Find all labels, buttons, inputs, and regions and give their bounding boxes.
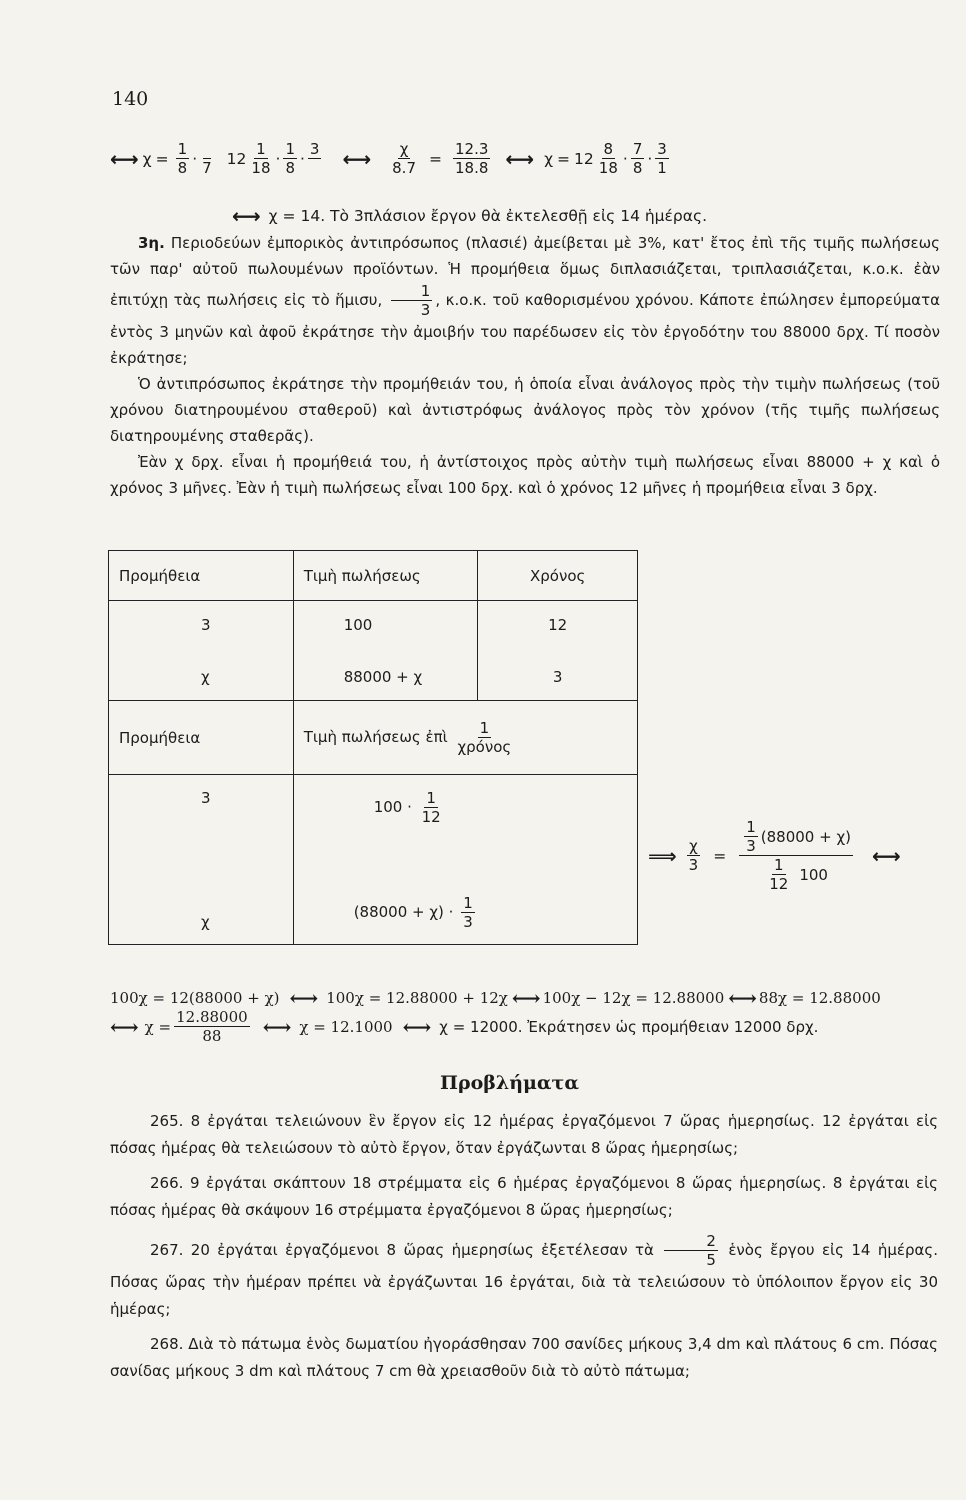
table-header-commission: Προμήθεια	[109, 551, 294, 601]
end-variable: χ	[544, 149, 554, 168]
iff-arrow-icon: ⟷	[232, 204, 259, 228]
fraction: $\frac{2}{5}$	[664, 1232, 718, 1269]
fraction: $\frac{3}{1}$	[657, 140, 667, 177]
table-cell: 100 · $\frac{1}{12}$ (88000 + χ) · $\frac{1}{3}$	[293, 775, 637, 945]
iff-arrow-icon: ⟷	[110, 1014, 137, 1039]
example-paragraph-1: 3η. Περιοδεύων ἐμπορικὸς ἀντιπρόσωπος (πλασιέ) ἀμείβεται μὲ 3%, κατ' ἔτος ἐπὶ τῆς τιμῆς πωλήσεως τῶν παρ' αὐτοῦ πωλουμένων προϊόντων. Ἡ προμήθεια ὅμως διπλασιάζεται, τριπλασιάζεται, κ.ο.κ. ἐὰν ἐπιτύχῃ τὰς πωλήσεις εἰς τὸ ἥμισυ, $\frac{1}{3}$ , κ.ο.κ. τοῦ καθορισμένου χρόνου. Κάποτε ἐπώλησεν ἐμπορεύματα ἐντὸς 3 μηνῶν καὶ ἀφοῦ ἐκράτησε τὴν ἀμοιβήν του παρέδωσεν εἰς τὸν ἐργοδότην του 88000 δρχ. Τί ποσὸν ἐκράτησε;	[110, 234, 940, 367]
iff-arrow-icon: ⟷	[342, 146, 370, 171]
table-header-time: Χρόνος	[478, 551, 638, 601]
fraction: $\frac{1}{18}$	[251, 140, 271, 177]
side-equation: ⟹ $\frac{\chi}{3}$ = $\frac{1}{3}$ (88000 + χ) $\frac{1}{12}$ 100 ⟷	[648, 818, 899, 893]
coefficient: 12	[574, 149, 594, 168]
fraction: $\frac{\chi}{3}$	[688, 837, 699, 874]
table-header-commission-2: Προμήθεια	[109, 701, 294, 775]
table-cell: 100 88000 + χ	[293, 601, 478, 701]
fraction: $\frac{1}{8}$	[285, 140, 295, 177]
page-number: 140	[112, 88, 149, 110]
fraction: $\frac{1}{8}$	[177, 140, 188, 177]
top-equation-line-1: ⟷ χ = $\frac{1}{8}$ · 7 12 $\frac{1}{18}$ · $\frac{1}{8}$ · 3 ⟷ $\frac{\chi}{8.7}$ = $\frac{12.3}{18.8}$ ⟷ χ = 12 $\frac{8}{18}$ · $\frac{7}{8}$ · $\frac{3}{1}$	[110, 140, 667, 177]
problem-266: 266. 9 ἐργάται σκάπτουν 18 στρέμματα εἰς 6 ἡμέρας ἐργαζόμενοι 8 ὥρας ἡμερησίως. 8 ἐργάται εἰς πόσας ἡμέρας θὰ σκάψουν 16 στρέμματα ἐργαζόμενοι 8 ὥρας ἡμερησίως;	[110, 1174, 938, 1219]
fraction: $\frac{\chi}{8.7}$	[392, 140, 416, 177]
fraction: $\frac{1}{12}$	[421, 788, 441, 826]
fraction: $\frac{1}{\text{χρόνος}}$	[457, 719, 512, 756]
top-equation-line-2	[232, 204, 707, 228]
fraction: $\frac{12.88000}{88}$	[176, 1008, 248, 1045]
iff-arrow-icon: ⟷	[289, 986, 317, 1010]
fraction: $\frac{12.3}{18.8}$	[455, 140, 489, 177]
problem-267: 267. 20 ἐργάται ἐργαζόμενοι 8 ὥρας ἡμερησίως ἐξετέλεσαν τὰ $\frac{2}{5}$ ἑνὸς ἔργου εἰς 14 ἡμέρας. Πόσας ὥρας τὴν ἡμέραν πρέπει νὰ ἐργάζωνται 16 ἐργάται, διὰ τὰ τελειώσουν τὸ ὑπόλοιπον ἔργον εἰς 30 ἡμέρας;	[110, 1232, 938, 1318]
table-cell: 3 χ	[109, 601, 294, 701]
fraction: $\frac{8}{18}$	[598, 140, 618, 177]
solution-line-1: 100χ = 12(88000 + χ) ⟷ 100χ = 12.88000 + 12χ ⟷ 100χ − 12χ = 12.88000 ⟷ 88χ = 12.88000	[110, 986, 881, 1010]
iff-arrow-icon: ⟷	[505, 146, 533, 171]
example-label: 3η.	[138, 234, 165, 252]
implies-arrow-icon: ⟹	[648, 843, 675, 868]
solution-line-2: ⟷ χ = $\frac{12.88000}{88}$ ⟷ χ = 12.1000 ⟷ χ = 12000. Ἐκράτησεν ὡς προμήθειαν 12000 δρχ.	[110, 1008, 819, 1045]
iff-arrow-icon: ⟷	[511, 986, 539, 1010]
iff-arrow-icon: ⟷	[262, 1014, 290, 1039]
lhs-variable: χ	[142, 149, 152, 168]
result-line: χ = 14. Τὸ 3πλάσιον ἔργον θὰ ἐκτελεσθῇ εἰς 14 ἡμέρας.	[268, 207, 708, 225]
problems-list	[110, 1108, 938, 1385]
fraction: 3	[309, 140, 320, 158]
coefficient: 12	[226, 149, 247, 168]
problem-268: 268. Διὰ τὸ πάτωμα ἑνὸς δωματίου ἠγοράσθησαν 700 σανίδες μήκους 3,4 dm καὶ πλάτους 6 cm. Πόσας σανίδας μήκους 3 dm καὶ πλάτους 7 cm θὰ χρειασθοῦν διὰ τὸ αὐτὸ πάτωμα;	[110, 1335, 938, 1380]
problem-265: 265. 8 ἐργάται τελειώνουν ἓν ἔργον εἰς 12 ἡμέρας ἐργαζόμενοι 7 ὥρας ἡμερησίως. 12 ἐργάται εἰς πόσας ἡμέρας θὰ τελειώσουν τὸ αὐτὸ ἔργον, ὅταν ἐργάζωνται 8 ὥρας ἡμερησίως;	[110, 1112, 938, 1157]
table-header-price-per-time: Τιμὴ πωλήσεως ἐπὶ $\frac{1}{\text{χρόνος}}$	[293, 701, 637, 775]
example-text	[110, 230, 940, 501]
fraction: $\frac{1}{3}$	[463, 893, 473, 931]
example-paragraph-2: Ὁ ἀντιπρόσωπος ἐκράτησε τὴν προμήθειάν του, ἡ ὁποία εἶναι ἀνάλογος πρὸς τὴν τιμὴν πωλήσεως (τοῦ χρόνου διατηρουμένου σταθεροῦ) καὶ ἀντιστρόφως ἀνάλογος πρὸς τὸν χρόνον (τῆς τιμῆς πωλήσεως διατηρουμένης σταθερᾶς).	[110, 375, 940, 445]
iff-arrow-icon: ⟷	[728, 986, 755, 1010]
table-cell: 12 3	[478, 601, 638, 701]
table-cell: 3 χ	[109, 775, 294, 945]
iff-arrow-icon: ⟷	[871, 843, 899, 868]
fraction: $\frac{7}{8}$	[632, 140, 643, 177]
iff-arrow-icon: ⟷	[110, 146, 137, 171]
proportion-table	[108, 550, 638, 945]
fraction: 7	[200, 140, 214, 177]
problems-heading: Προβλήματα	[440, 1072, 579, 1094]
fraction-one-third: $\frac{1}{3}$	[391, 282, 433, 319]
table-header-sale-price: Τιμὴ πωλήσεως	[293, 551, 478, 601]
example-paragraph-3: Ἐὰν χ δρχ. εἶναι ἡ προμήθειά του, ἡ ἀντίστοιχος πρὸς αὐτὴν τιμὴ πωλήσεως εἶναι 88000 + χ καὶ ὁ χρόνος 3 μῆνες. Ἐὰν ἡ τιμὴ πωλήσεως εἶναι 100 δρχ. καὶ ὁ χρόνος 12 μῆνες ἡ προμήθεια εἶναι 3 δρχ.	[110, 453, 940, 497]
iff-arrow-icon: ⟷	[402, 1014, 430, 1039]
compound-fraction: $\frac{1}{3}$ (88000 + χ) $\frac{1}{12}$ 100	[739, 818, 853, 893]
